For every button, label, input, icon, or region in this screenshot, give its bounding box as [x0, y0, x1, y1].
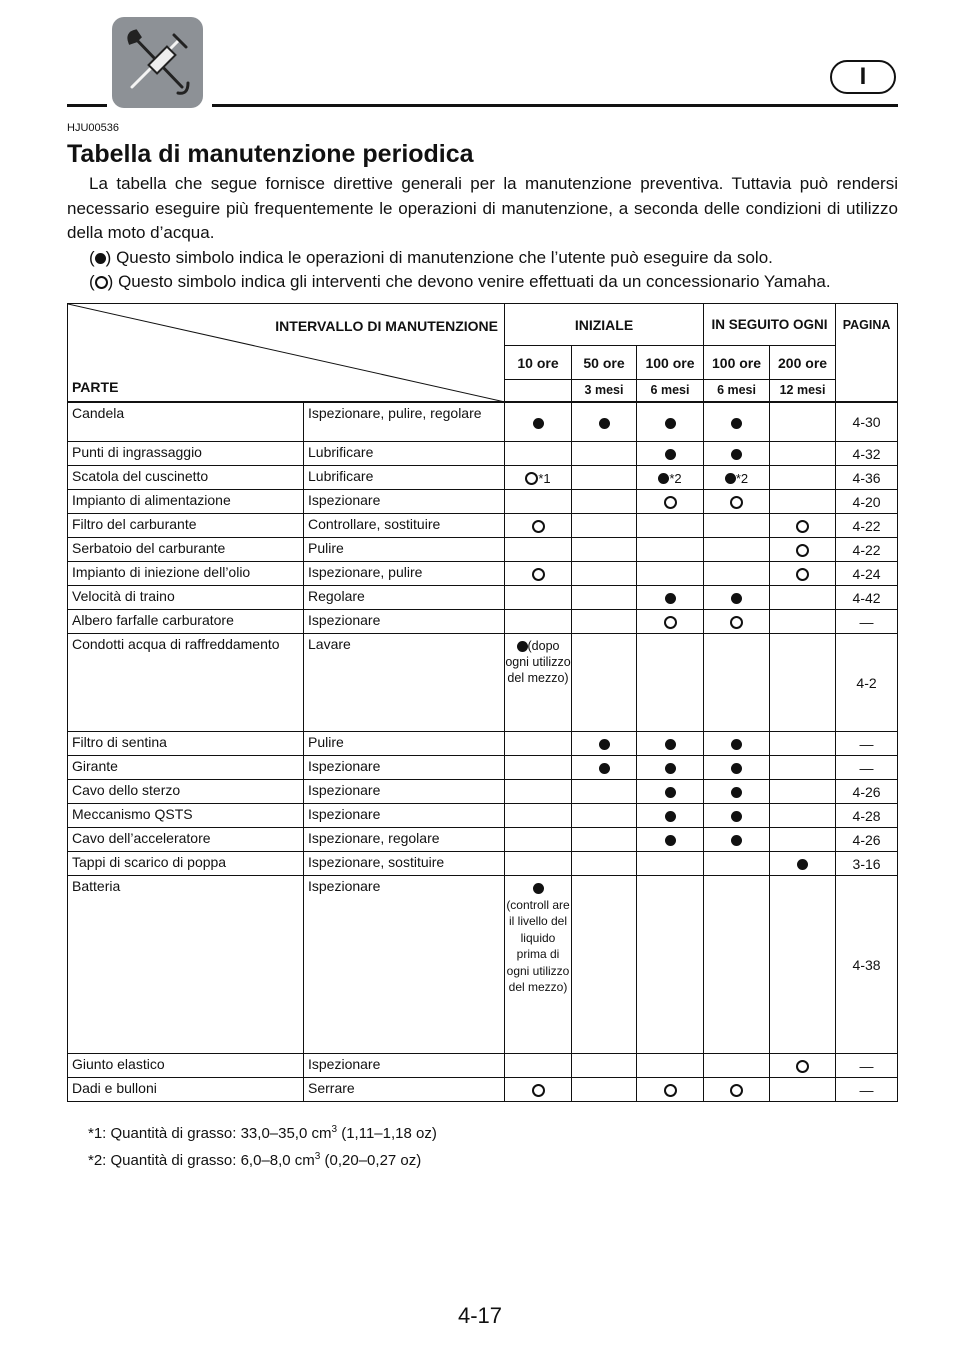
- months-header: 6 mesi: [637, 380, 704, 402]
- page-cell: —: [836, 1054, 898, 1078]
- part-header: PARTE: [72, 378, 119, 395]
- footnotes: [88, 1118, 437, 1172]
- action-cell: Ispezionare: [304, 756, 505, 780]
- action-cell: Ispezionare: [304, 610, 505, 634]
- page-cell: 4-24: [836, 562, 898, 586]
- table-row: [68, 402, 898, 442]
- table-row: [68, 538, 898, 562]
- action-cell: Lubrificare: [304, 442, 505, 466]
- action-cell: Pulire: [304, 538, 505, 562]
- part-cell: Tappi di scarico di poppa: [68, 852, 304, 876]
- table-row: [68, 586, 898, 610]
- table-row: [68, 466, 898, 490]
- header-rule-right: [212, 104, 898, 107]
- filled-circle-icon: [599, 418, 610, 429]
- footnote-2: *2: Quantità di grasso: 6,0–8,0 $cm^3$ (0,20–0,27 oz): [88, 1151, 422, 1169]
- filled-circle-icon: [731, 418, 742, 429]
- intro-paragraph: La tabella che segue fornisce direttive generali per la manutenzione preventiva. Tuttavia può rendersi necessario eseguire più frequentemente le operazioni di manutenzione, a seconda delle condizioni di utilizzo della moto d’acqua.: [67, 174, 898, 242]
- part-cell: Cavo dello sterzo: [68, 780, 304, 804]
- hollow-circle-icon: [796, 1060, 809, 1073]
- table-corner-header: [68, 304, 505, 402]
- months-header: [505, 380, 572, 402]
- hollow-circle-icon: [532, 1084, 545, 1097]
- action-cell: Serrare: [304, 1078, 505, 1102]
- table-row: [68, 876, 898, 1054]
- action-cell: Ispezionare, sostituire: [304, 852, 505, 876]
- filled-circle-icon: [599, 763, 610, 774]
- table-row: [68, 442, 898, 466]
- filled-circle-icon: [665, 811, 676, 822]
- page-cell: —: [836, 732, 898, 756]
- legend-filled-text: Questo simbolo indica le operazioni di manutenzione che l’utente può eseguire da solo.: [116, 247, 773, 267]
- part-cell: Filtro del carburante: [68, 514, 304, 538]
- table-row: [68, 610, 898, 634]
- action-cell: Lubrificare: [304, 466, 505, 490]
- filled-circle-icon: [731, 739, 742, 750]
- document-code: HJU00536: [67, 122, 119, 134]
- filled-circle-icon: [731, 449, 742, 460]
- part-cell: Velocità di traino: [68, 586, 304, 610]
- table-row: [68, 756, 898, 780]
- initial-header: INIZIALE: [505, 304, 704, 346]
- page-cell: —: [836, 610, 898, 634]
- table-row: [68, 732, 898, 756]
- part-cell: Impianto di iniezione dell’olio: [68, 562, 304, 586]
- hollow-circle-icon: [664, 1084, 677, 1097]
- part-cell: Dadi e bulloni: [68, 1078, 304, 1102]
- filled-circle-icon: [731, 811, 742, 822]
- hours-header: 50 ore: [572, 346, 637, 380]
- page-cell: —: [836, 1078, 898, 1102]
- filled-circle-icon: [599, 739, 610, 750]
- action-cell: Ispezionare: [304, 804, 505, 828]
- part-cell: Serbatoio del carburante: [68, 538, 304, 562]
- filled-circle-icon: [731, 787, 742, 798]
- legend-hollow-text: Questo simbolo indica gli interventi che devono venire effettuati da un concessionario Yamaha.: [118, 272, 831, 291]
- action-cell: Regolare: [304, 586, 505, 610]
- hollow-circle-icon: [95, 276, 108, 289]
- hollow-circle-icon: [664, 616, 677, 629]
- action-cell: Lavare: [304, 634, 505, 732]
- part-cell: Cavo dell’acceleratore: [68, 828, 304, 852]
- hours-header: 100 ore: [637, 346, 704, 380]
- filled-circle-icon: [665, 835, 676, 846]
- page-cell: 4-28: [836, 804, 898, 828]
- filled-circle-icon: [533, 883, 544, 894]
- part-cell: Candela: [68, 402, 304, 442]
- action-cell: Ispezionare: [304, 490, 505, 514]
- page-number: 4-17: [457, 1303, 503, 1328]
- hollow-circle-icon: [664, 496, 677, 509]
- action-cell: Ispezionare, regolare: [304, 828, 505, 852]
- part-cell: Condotti acqua di raffreddamento: [68, 634, 304, 732]
- after-header: IN SEGUITO OGNI: [704, 304, 836, 346]
- table-row: [68, 1078, 898, 1102]
- page-title: Tabella di manutenzione periodica: [67, 140, 474, 168]
- page-cell: 4-32: [836, 442, 898, 466]
- hollow-circle-icon: [532, 568, 545, 581]
- part-cell: Batteria: [68, 876, 304, 1054]
- action-cell: Controllare, sostituire: [304, 514, 505, 538]
- page-cell: 4-26: [836, 828, 898, 852]
- part-cell: Giunto elastico: [68, 1054, 304, 1078]
- page-cell: 4-38: [836, 876, 898, 1054]
- action-cell: Ispezionare: [304, 876, 505, 1054]
- maintenance-table: [67, 303, 898, 1102]
- table-row: [68, 804, 898, 828]
- filled-circle-icon: [731, 763, 742, 774]
- table-row: [68, 634, 898, 732]
- months-header: 12 mesi: [770, 380, 836, 402]
- filled-circle-icon: [731, 593, 742, 604]
- hours-header: 200 ore: [770, 346, 836, 380]
- filled-circle-icon: [665, 739, 676, 750]
- page-cell: 3-16: [836, 852, 898, 876]
- filled-circle-icon: [665, 449, 676, 460]
- hollow-circle-icon: [525, 472, 538, 485]
- page-cell: 4-22: [836, 514, 898, 538]
- page-cell: 4-42: [836, 586, 898, 610]
- intro-section: [67, 172, 898, 295]
- header-rule-left: [67, 104, 107, 107]
- filled-circle-icon: [725, 473, 736, 484]
- footnote-ref: *2: [735, 470, 749, 486]
- battery-note: (controll are il livello del liquido prima di ogni utilizzo del mezzo): [505, 880, 571, 996]
- part-cell: Scatola del cuscinetto: [68, 466, 304, 490]
- filled-circle-icon: [658, 473, 669, 484]
- table-row: [68, 780, 898, 804]
- filled-circle-icon: [665, 787, 676, 798]
- tools-logo-icon: [112, 17, 203, 108]
- footnote-ref: *2: [669, 470, 682, 486]
- filled-circle-icon: [665, 418, 676, 429]
- table-row: [68, 490, 898, 514]
- part-cell: Meccanismo QSTS: [68, 804, 304, 828]
- filled-circle-icon: [665, 593, 676, 604]
- usage-note: (dopo ogni utilizzo del mezzo): [505, 639, 571, 685]
- hollow-circle-icon: [532, 520, 545, 533]
- part-cell: Punti di ingrassaggio: [68, 442, 304, 466]
- filled-circle-icon: [797, 859, 808, 870]
- months-header: 6 mesi: [704, 380, 770, 402]
- action-cell: Ispezionare, pulire: [304, 562, 505, 586]
- hollow-circle-icon: [796, 544, 809, 557]
- footnote-1: *1: Quantità di grasso: 33,0–35,0 $cm^3$ (1,11–1,18 oz): [88, 1124, 437, 1142]
- filled-circle-icon: [95, 253, 106, 264]
- part-cell: Impianto di alimentazione: [68, 490, 304, 514]
- table-row: [68, 562, 898, 586]
- legend-filled: ( ) Questo simbolo indica le operazioni di manutenzione che l’utente può eseguire da solo.: [89, 247, 773, 267]
- page-cell: 4-26: [836, 780, 898, 804]
- filled-circle-icon: [731, 835, 742, 846]
- hollow-circle-icon: [796, 520, 809, 533]
- part-cell: Filtro di sentina: [68, 732, 304, 756]
- filled-circle-icon: [533, 418, 544, 429]
- hollow-circle-icon: [796, 568, 809, 581]
- table-row: [68, 852, 898, 876]
- table-row: [68, 514, 898, 538]
- table-row: [68, 828, 898, 852]
- hollow-circle-icon: [730, 1084, 743, 1097]
- legend-hollow: ( ) Questo simbolo indica gli interventi che devono venire effettuati da un concessionario Yamaha.: [89, 272, 831, 291]
- page-cell: 4-22: [836, 538, 898, 562]
- hours-header: 10 ore: [505, 346, 572, 380]
- filled-circle-icon: [517, 641, 528, 652]
- table-row: [68, 1054, 898, 1078]
- language-badge: I: [830, 60, 896, 94]
- action-cell: Ispezionare: [304, 780, 505, 804]
- page-cell: 4-36: [836, 466, 898, 490]
- interval-header: INTERVALLO DI MANUTENZIONE: [275, 318, 498, 334]
- action-cell: Ispezionare, pulire, regolare: [304, 402, 505, 442]
- page-cell: 4-2: [836, 634, 898, 732]
- filled-circle-icon: [665, 763, 676, 774]
- page-header: PAGINA: [836, 304, 898, 402]
- page-cell: 4-30: [836, 402, 898, 442]
- hollow-circle-icon: [730, 616, 743, 629]
- page-cell: 4-20: [836, 490, 898, 514]
- months-header: 3 mesi: [572, 380, 637, 402]
- action-cell: Pulire: [304, 732, 505, 756]
- hours-header: 100 ore: [704, 346, 770, 380]
- hollow-circle-icon: [730, 496, 743, 509]
- part-cell: Girante: [68, 756, 304, 780]
- footnote-ref: *1: [538, 470, 551, 486]
- action-cell: Ispezionare: [304, 1054, 505, 1078]
- page-cell: —: [836, 756, 898, 780]
- part-cell: Albero farfalle carburatore: [68, 610, 304, 634]
